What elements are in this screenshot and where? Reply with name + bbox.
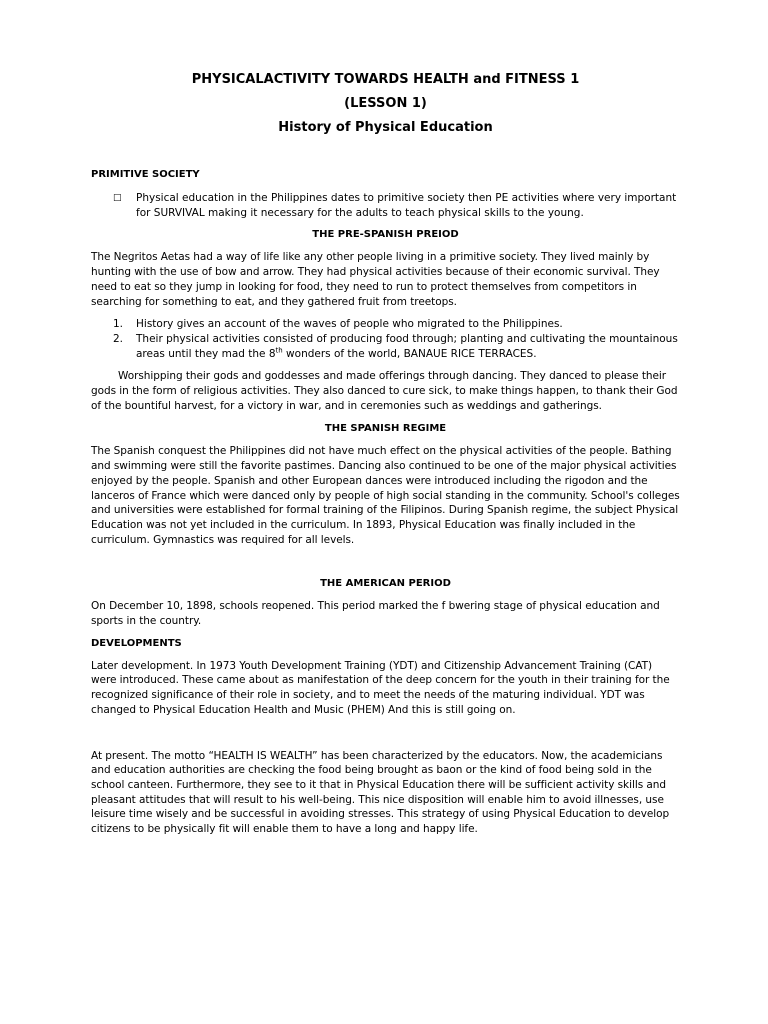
pre-spanish-list: [91, 317, 680, 361]
primitive-bullet-list: [91, 191, 680, 220]
list-text: Their physical activities consisted of producing food through; planting and cultivating the mountainous areas until they mad the 8: [136, 332, 678, 360]
list-text-end: wonders of the world, BANAUE RICE TERRACES.: [282, 347, 537, 360]
lesson-label: (LESSON 1): [344, 96, 427, 111]
list-item: [91, 332, 680, 361]
worship-paragraph: Worshipping their gods and goddesses and made offerings through dancing. They danced to please their gods in the form of religious activities. They also danced to cure sick, to make things happen, to thank their God of the bountiful harvest, for a victory in war, and in ceremonies such as weddings and gatherings.: [91, 370, 678, 412]
american-period-paragraph: On December 10, 1898, schools reopened. This period marked the f bwering stage of physical education and sports in the country.: [91, 600, 660, 628]
document-subtitle: History of Physical Education: [278, 120, 493, 135]
developments-heading: DEVELOPMENTS: [91, 637, 182, 649]
document-title: PHYSICALACTIVITY TOWARDS HEALTH and FITNESS 1: [191, 72, 580, 87]
list-text: History gives an account of the waves of people who migrated to the Philippines.: [136, 318, 563, 331]
bullet-marker: □: [113, 193, 122, 203]
primitive-society-heading: PRIMITIVE SOCIETY: [91, 169, 200, 180]
list-item: [91, 317, 680, 332]
pre-spanish-paragraph: The Negritos Aetas had a way of life like any other people living in a primitive society. They lived mainly by hunting with the use of bow and arrow. They had physical activities because of their economic survival. They need to eat so they jump in looking for food, they need to run to protect themselves from competitors in searching for something to eat, and they gathered fruit from treetops.: [91, 251, 660, 308]
spanish-regime-heading: THE SPANISH REGIME: [324, 423, 447, 435]
developments-paragraph: Later development. In 1973 Youth Development Training (YDT) and Citizenship Advancement Training (CAT) were introduced. These came about as manifestation of the deep concern for the youth in their training for the recognized significance of their role in society, and to meet the needs of the maturing individual. YDT was changed to Physical Education Health and Music (PHEM) And this is still going on.: [91, 659, 670, 716]
list-number: 2.: [113, 332, 124, 345]
american-period-heading: THE AMERICAN PERIOD: [320, 578, 451, 590]
list-number: 1.: [113, 318, 124, 331]
list-item: [91, 191, 680, 220]
ordinal-suffix: th: [275, 346, 283, 355]
spanish-regime-paragraph: The Spanish conquest the Philippines did not have much effect on the physical activities of the people. Bathing and swimming were still the favorite pastimes. Dancing also continued to be one of the major physical activities enjoyed by the people. Spanish and other European dances were introduced including the rigodon and the lanceros of France which were danced only by people of high social standing in the community. School's colleges and universities were established for formal training of the Filipinos. During Spanish regime, the subject Physical Education was not yet included in the curriculum. In 1893, Physical Education was finally included in the curriculum. Gymnastics was required for all levels.: [91, 445, 680, 546]
pre-spanish-heading: THE PRE-SPANISH PREIOD: [312, 229, 459, 241]
bullet-text: Physical education in the Philippines dates to primitive society then PE activities where very important for SURVIVAL making it necessary for the adults to teach physical skills to the young.: [136, 192, 677, 219]
present-paragraph: At present. The motto “HEALTH IS WEALTH” has been characterized by the educators. Now, the academicians and education authorities are checking the food being brought as baon or the kind of food being sold in the school canteen. Furthermore, they see to it that in Physical Education there will be sufficient activity skills and pleasant attitudes that will result to his well-being. This nice disposition will enable him to avoid illnesses, use leisure time wisely and be successful in avoiding stresses. This strategy of using Physical Education to develop citizens to be physically fit will enable them to have a long and happy life.: [91, 749, 670, 836]
